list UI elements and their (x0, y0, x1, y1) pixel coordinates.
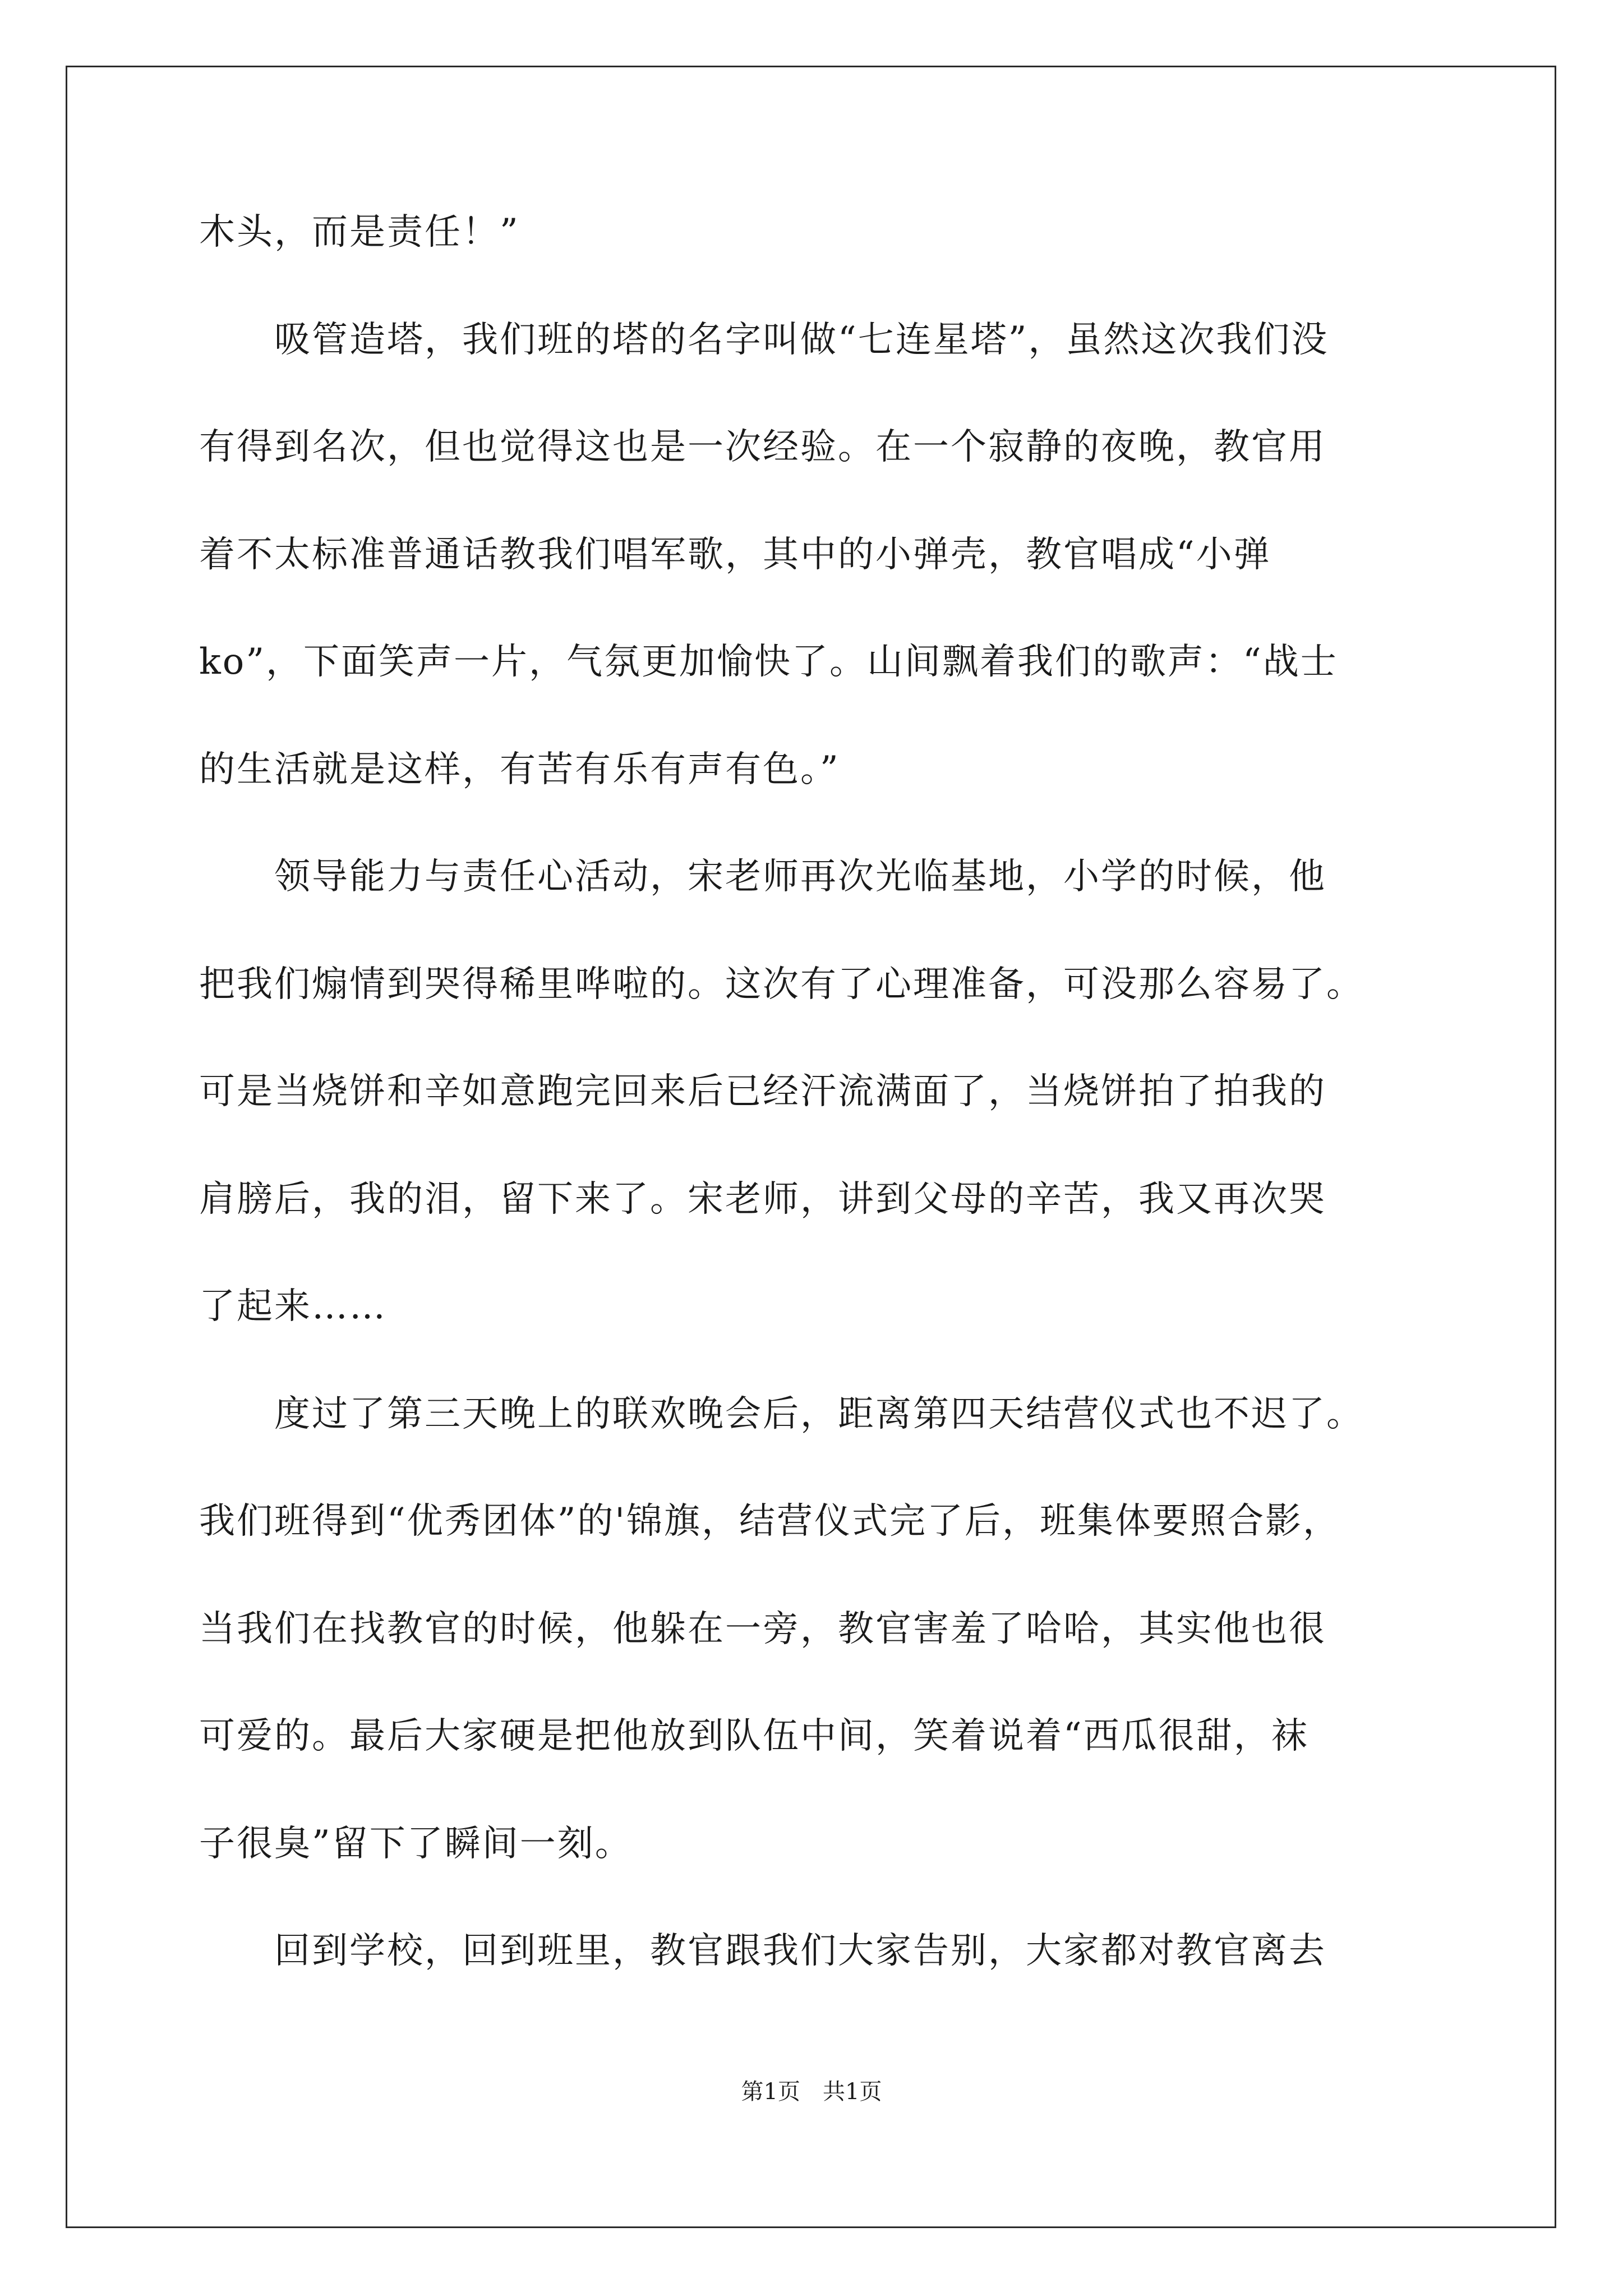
text-line: 着不太标准普通话教我们唱军歌，其中的小弹壳，教官唱成“小弹 (199, 533, 1271, 576)
text-line: 领导能力与责任心活动，宋老师再次光临基地，小学的时候，他 (199, 856, 1326, 898)
document-body (199, 211, 1433, 2041)
text-line: 当我们在找教官的时候，他躲在一旁，教官害羞了哈哈，其实他也很 (199, 1608, 1326, 1650)
text-line: 度过了第三天晚上的联欢晚会后，距离第四天结营仪式也不迟了。 (199, 1393, 1364, 1435)
text-line: 可爱的。最后大家硬是把他放到队伍中间，笑着说着“西瓜很甜，袜 (199, 1715, 1309, 1757)
text-line: 木头，而是责任！” (199, 211, 520, 253)
text-line: 我们班得到“优秀团体”的'锦旗，结营仪式完了后，班集体要照合影， (199, 1501, 1341, 1542)
text-line: 有得到名次，但也觉得这也是一次经验。在一个寂静的夜晚，教官用 (199, 426, 1326, 468)
text-line: 了起来…… (199, 1286, 387, 1327)
text-line: 肩膀后，我的泪，留下来了。宋老师，讲到父母的辛苦，我又再次哭 (199, 1178, 1326, 1220)
text-line: 回到学校，回到班里，教官跟我们大家告别，大家都对教官离去 (199, 1930, 1326, 1972)
text-line: 吸管造塔，我们班的塔的名字叫做“七连星塔”，虽然这次我们没 (199, 319, 1329, 361)
text-line: 子很臭”留下了瞬间一刻。 (199, 1823, 633, 1865)
page-number-footer: 第1页 共1页 (741, 2079, 882, 2105)
text-line: 把我们煽情到哭得稀里哗啦的。这次有了心理准备，可没那么容易了。 (199, 963, 1364, 1005)
text-line: ko”，下面笑声一片，气氛更加愉快了。山间飘着我们的歌声：“战士 (199, 641, 1338, 683)
text-line: 的生活就是这样，有苦有乐有声有色。” (199, 748, 840, 790)
text-line: 可是当烧饼和辛如意跑完回来后已经汗流满面了，当烧饼拍了拍我的 (199, 1071, 1326, 1112)
